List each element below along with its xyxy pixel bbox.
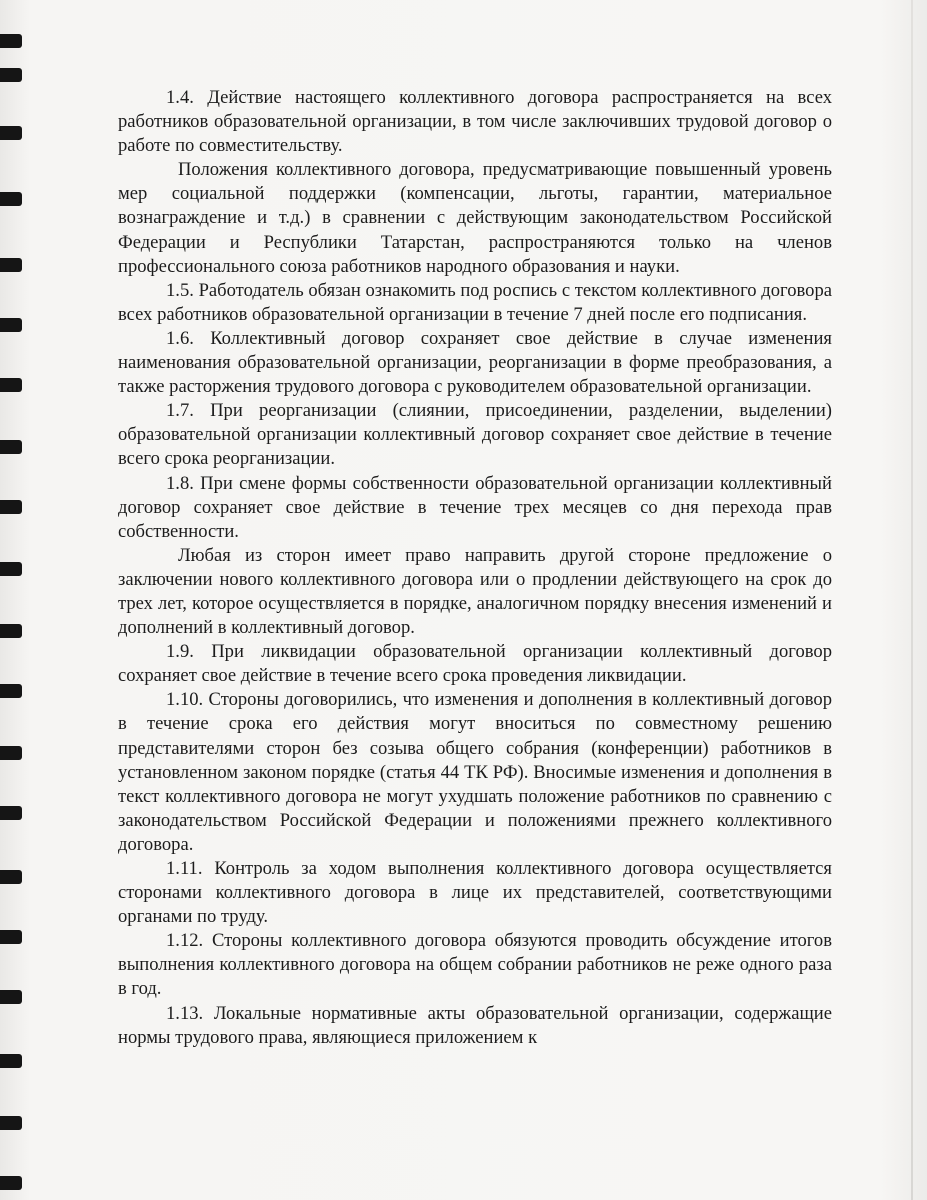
binding-hole (0, 806, 22, 820)
binding-hole (0, 258, 22, 272)
binding-hole (0, 318, 22, 332)
binding-hole (0, 1054, 22, 1068)
binding-hole (0, 684, 22, 698)
paragraph-1-10: 1.10. Стороны договорились, что изменения и дополнения в коллективный договор в течение срока его действия могут вноситься по совместному решению представителями сторон без созыва общего собрания (конференции) работников в установленном законом порядке (статья 44 ТК РФ). Вносимые изменения и дополнения в текст коллективного договора не могут ухудшать положение работников по сравнению с законодательством Российской Федерации и положениями прежнего коллективного договора. (118, 689, 832, 855)
binding-hole (0, 870, 22, 884)
binding-hole (0, 440, 22, 454)
binding-hole (0, 34, 22, 48)
binding-hole (0, 930, 22, 944)
binding-holes (0, 0, 26, 1200)
paragraph-1-5: 1.5. Работодатель обязан ознакомить под роспись с текстом коллективного договора всех работников образовательной организации в течение 7 дней после его подписания. (118, 279, 832, 325)
paragraph-1-6: 1.6. Коллективный договор сохраняет свое действие в случае изменения наименования образовательной организации, реорганизации в форме преобразования, а также расторжения трудового договора с руководителем образовательной организации. (118, 327, 832, 398)
binding-hole (0, 192, 22, 206)
binding-hole (0, 68, 22, 82)
paragraph-1-8: 1.8. При смене формы собственности образовательной организации коллективный договор сохраняет свое действие в течение трех месяцев со дня перехода прав собственности. (118, 472, 832, 542)
paragraph-1-9: 1.9. При ликвидации образовательной организации коллективный договор сохраняет свое действие в течение всего срока проведения ликвидации. (118, 641, 832, 687)
paragraph-1-12: 1.12. Стороны коллективного договора обязуются проводить обсуждение итогов выполнения коллективного договора на общем собрании работников не реже одного раза в год. (118, 930, 832, 1000)
binding-hole (0, 1116, 22, 1130)
paragraph-1-4-benefits: Положения коллективного договора, предусматривающие повышенный уровень мер социальной поддержки (компенсации, льготы, гарантии, материальное вознаграждение и т.д.) в сравнении с действующим законодательством Российской Федерации и Республики Татарстан, распространяются только на членов профессионального союза работников народного образования и науки. (118, 159, 832, 277)
binding-hole (0, 746, 22, 760)
binding-hole (0, 126, 22, 140)
binding-hole (0, 1176, 22, 1190)
binding-hole (0, 624, 22, 638)
paragraph-1-13: 1.13. Локальные нормативные акты образовательной организации, содержащие нормы трудового права, являющиеся приложением к (118, 1002, 832, 1048)
document-body (118, 86, 832, 1050)
page-edge (911, 0, 913, 1200)
paragraph-1-7: 1.7. При реорганизации (слиянии, присоединении, разделении, выделении) образовательной организации коллективный договор сохраняет свое действие в течение всего срока реорганизации. (118, 400, 832, 470)
paragraph-1-8-proposal: Любая из сторон имеет право направить другой стороне предложение о заключении нового коллективного договора или о продлении действующего на срок до трех лет, которое осуществляется в порядке, аналогичном порядку внесения изменений и дополнений в коллективный договор. (118, 544, 832, 639)
binding-hole (0, 378, 22, 392)
paragraph-1-11: 1.11. Контроль за ходом выполнения коллективного договора осуществляется сторонами коллективного договора в лице их представителей, соответствующими органами по труду. (118, 858, 832, 928)
binding-hole (0, 990, 22, 1004)
binding-hole (0, 500, 22, 514)
binding-hole (0, 562, 22, 576)
paragraph-1-4: 1.4. Действие настоящего коллективного договора распространяется на всех работников образовательной организации, в том числе заключивших трудовой договор о работе по совместительству. (118, 87, 832, 157)
